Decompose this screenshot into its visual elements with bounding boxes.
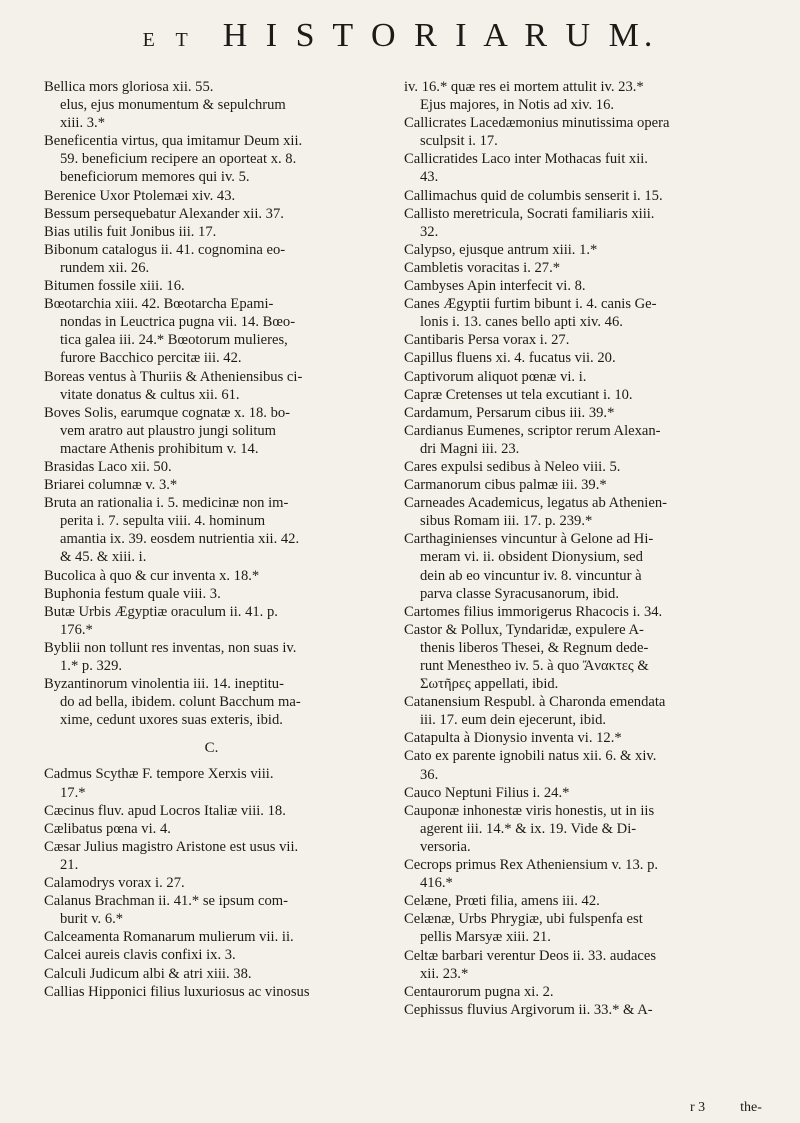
index-entry: Canes Ægyptii furtim bibunt i. 4. canis Ge- lonis i. 13. canes bello apti xiv. 46. <box>404 296 657 331</box>
index-entry: Calceamenta Romanarum mulierum vii. ii. <box>44 929 294 946</box>
index-entry: Cantibaris Persa vorax i. 27. <box>404 332 570 349</box>
header-prefix: E T <box>142 29 196 51</box>
index-entry: Catapulta à Dionysio inventa vi. 12.* <box>404 730 622 747</box>
index-entry: Calypso, ejusque antrum xiii. 1.* <box>404 241 598 258</box>
index-entry: Berenice Uxor Ptolemæi xiv. 43. <box>44 187 236 204</box>
index-entry: Catanensium Respubl. à Charonda emendata iii. 17. eum dein ejecerunt, ibid. <box>404 694 666 729</box>
index-entry: Callicratides Laco inter Mothacas fuit xii. 43. <box>404 151 648 186</box>
running-header <box>0 18 800 58</box>
index-entry: Carneades Academicus, legatus ab Athenien- sibus Romam iii. 17. p. 239.* <box>404 495 668 530</box>
index-entry: Brasidas Laco xii. 50. <box>44 458 172 475</box>
index-entry: Cato ex parente ignobili natus xii. 6. & xiv. 36. <box>404 748 657 783</box>
catchword: r 3 the- <box>690 1100 762 1115</box>
index-entry: Calcei aureis clavis confixi ix. 3. <box>44 947 236 964</box>
index-entry: Bessum persequebatur Alexander xii. 37. <box>44 205 284 222</box>
index-entry: Bitumen fossile xiii. 16. <box>44 278 185 295</box>
index-entry: Butæ Urbis Ægyptiæ oraculum ii. 41. p. 176.* <box>44 603 278 638</box>
index-entry: Callisto meretricula, Socrati familiaris xiii. 32. <box>404 205 655 240</box>
index-entry: Bias utilis fuit Jonibus iii. 17. <box>44 223 217 240</box>
index-entry: Cambletis voracitas i. 27.* <box>404 259 561 276</box>
index-entry: Centaurorum pugna xi. 2. <box>404 983 554 1000</box>
index-entry: iv. 16.* quæ res ei mortem attulit iv. 23.* Ejus majores, in Notis ad xiv. 16. <box>404 79 644 114</box>
index-entry: Bellica mors gloriosa xii. 55. elus, ejus monumentum & sepulchrum xiii. 3.* <box>44 79 286 132</box>
index-entry: Cauco Neptuni Filius i. 24.* <box>404 784 570 801</box>
index-entry: Calanus Brachman ii. 41.* se ipsum com- burit v. 6.* <box>44 893 288 928</box>
index-entry: Calamodrys vorax i. 27. <box>44 875 185 892</box>
index-entry: Cæcinus fluv. apud Locros Italiæ viii. 18. <box>44 802 286 819</box>
index-entry: Cardamum, Persarum cibus iii. 39.* <box>404 404 615 421</box>
index-entry: Bucolica à quo & cur inventa x. 18.* <box>44 567 260 584</box>
index-entry: Castor & Pollux, Tyndaridæ, expulere A- thenis liberos Thesei, & Regnum dede- runt Menestheo iv. 5. à quo Ἄνακτες & Σωτῆρες appellati, ibid. <box>404 621 649 693</box>
index-entry: Celtæ barbari verentur Deos ii. 33. audaces xii. 23.* <box>404 947 657 982</box>
index-entry: Cephissus fluvius Argivorum ii. 33.* & A- <box>404 1001 653 1018</box>
index-entry: Carthaginienses vincuntur à Gelone ad Hi- meram vi. ii. obsident Dionysium, sed dein ab eo vincuntur iv. 8. vincuntur à parva classe Syracusanorum, ibid. <box>404 531 654 602</box>
index-entry: Boves Solis, earumque cognatæ x. 18. bo- vem aratro aut plaustro jungi solitum mactare Athenis prohibitum v. 14. <box>44 404 291 457</box>
section-letter-c: C. <box>204 740 219 757</box>
index-entry: Bœotarchia xiii. 42. Bœotarcha Epami- nondas in Leuctrica pugna vii. 14. Bœo- tica galea iii. 24.* Bœotorum mulieres, furore Bacchico percitæ iii. 42. <box>44 296 296 367</box>
index-entry: Cecrops primus Rex Atheniensium v. 13. p. 416.* <box>404 857 659 892</box>
index-entry: Calculi Judicum albi & atri xiii. 38. <box>44 965 252 982</box>
index-entry: Celæne, Prœti filia, amens iii. 42. <box>404 893 600 910</box>
index-entry: Bibonum catalogus ii. 41. cognomina eo- rundem xii. 26. <box>44 241 286 276</box>
index-entry: Carmanorum cibus palmæ iii. 39.* <box>404 477 607 494</box>
left-column <box>44 78 379 1001</box>
index-entry: Cadmus Scythæ F. tempore Xerxis viii. 17.* <box>44 766 274 801</box>
index-entry: Cælibatus pœna vi. 4. <box>44 820 171 837</box>
index-entry: Beneficentia virtus, qua imitamur Deum xii. 59. beneficium recipere an oporteat x. 8. beneficiorum memores qui iv. 5. <box>44 133 303 186</box>
index-entry: Cæsar Julius magistro Aristone est usus vii. 21. <box>44 838 299 873</box>
index-entry: Callimachus quid de columbis senserit i. 15. <box>404 187 663 204</box>
index-entry: Briarei columnæ v. 3.* <box>44 477 178 494</box>
index-entry: Boreas ventus à Thuriis & Atheniensibus ci- vitate donatus & cultus xii. 61. <box>44 368 303 403</box>
index-entry: Celænæ, Urbs Phrygiæ, ubi fulspenfa est pellis Marsyæ xiii. 21. <box>404 911 643 946</box>
index-entry: Byzantinorum vinolentia iii. 14. ineptitu- do ad bella, ibidem. colunt Bacchum ma- xime, cedunt uxores suas exteris, ibid. <box>44 676 301 729</box>
index-entry: Cauponæ inhonestæ viris honestis, ut in iis agerent iii. 14.* & ix. 19. Vide & Di- versoria. <box>404 802 655 855</box>
index-entry: Cartomes filius immorigerus Rhacocis i. 34. <box>404 603 663 620</box>
index-entry: Cardianus Eumenes, scriptor rerum Alexan- dri Magni iii. 23. <box>404 422 661 457</box>
index-entry: Byblii non tollunt res inventas, non suas iv. 1.* p. 329. <box>44 639 297 674</box>
header-title: H I S T O R I A R U M. <box>222 17 658 54</box>
index-entry: Capillus fluens xi. 4. fucatus vii. 20. <box>404 350 616 367</box>
index-entry: Callias Hipponici filius luxuriosus ac vinosus <box>44 983 310 1000</box>
index-entry: Capræ Cretenses ut tela excutiant i. 10. <box>404 386 633 403</box>
index-entry: Cares expulsi sedibus à Neleo viii. 5. <box>404 458 621 475</box>
index-entry: Cambyses Apin interfecit vi. 8. <box>404 278 586 295</box>
right-column <box>404 78 749 1019</box>
index-entry: Callicrates Lacedæmonius minutissima opera sculpsit i. 17. <box>404 115 670 150</box>
index-entry: Buphonia festum quale viii. 3. <box>44 585 221 602</box>
index-entry: Bruta an rationalia i. 5. medicinæ non im- perita i. 7. sepulta viii. 4. hominum amantia ix. 39. eosdem nutrientia xii. 42. & 45. & xiii. i. <box>44 495 300 566</box>
index-entry: Captivorum aliquot pœnæ vi. i. <box>404 368 587 385</box>
